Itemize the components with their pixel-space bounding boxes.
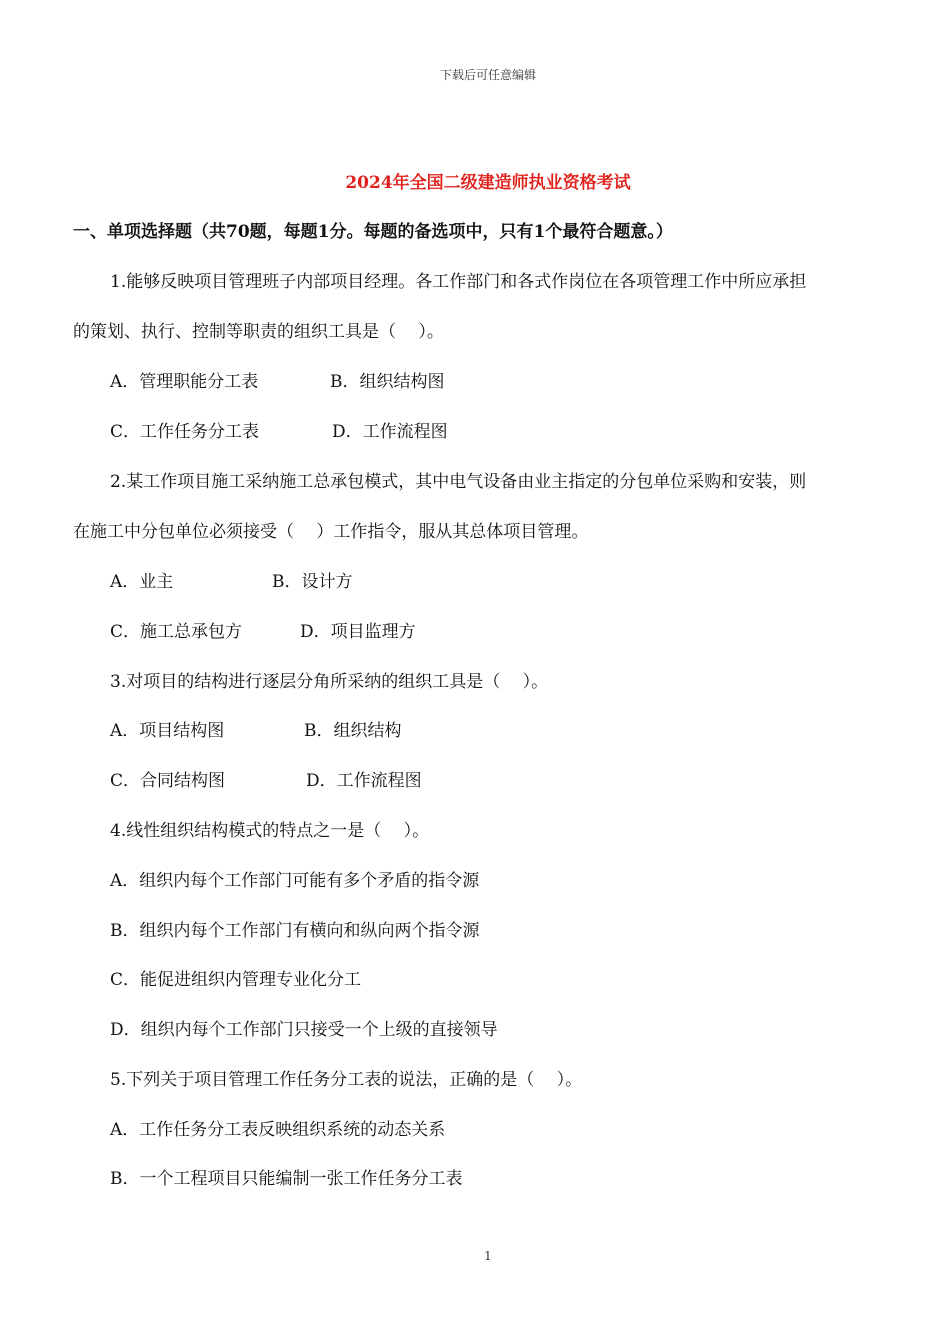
question-2-option-c: C．施工总承包方 bbox=[110, 622, 243, 642]
question-4-option-d: D．组织内每个工作部门只接受一个上级的直接领导 bbox=[110, 1020, 498, 1040]
question-4-option-b: B．组织内每个工作部门有横向和纵向两个指令源 bbox=[110, 921, 480, 941]
question-2-option-a: A．业主 bbox=[110, 572, 174, 592]
question-1-text: 1.能够反映项目管理班子内部项目经理。各工作部门和各式作岗位在各项管理工作中所应承担 bbox=[110, 272, 807, 292]
question-5-text: 5.下列关于项目管理工作任务分工表的说法，正确的是（ ）。 bbox=[110, 1070, 583, 1090]
question-2-text: 2.某工作项目施工采纳施工总承包模式，其中电气设备由业主指定的分包单位采购和安装，则 bbox=[110, 472, 807, 492]
question-1-option-b: B．组织结构图 bbox=[330, 372, 445, 392]
question-2-options-row1 bbox=[110, 567, 353, 592]
question-2-text-cont: 在施工中分包单位必须接受（ ）工作指令，服从其总体项目管理。 bbox=[73, 522, 589, 542]
question-2-options-row2 bbox=[110, 617, 416, 642]
question-2-option-d: D．项目监理方 bbox=[300, 622, 416, 642]
question-5-option-a: A．工作任务分工表反映组织系统的动态关系 bbox=[110, 1120, 446, 1140]
question-4-option-a: A．组织内每个工作部门可能有多个矛盾的指令源 bbox=[110, 871, 480, 891]
section-heading: 一、单项选择题（共70题，每题1分。每题的备选项中，只有1个最符合题意。） bbox=[73, 222, 673, 242]
question-3-options-row2 bbox=[110, 766, 422, 791]
question-5-option-b: B．一个工程项目只能编制一张工作任务分工表 bbox=[110, 1169, 463, 1189]
question-4-text: 4.线性组织结构模式的特点之一是（ ）。 bbox=[110, 821, 430, 841]
question-1-text-cont: 的策划、执行、控制等职责的组织工具是（ ）。 bbox=[73, 322, 444, 342]
question-1-option-a: A．管理职能分工表 bbox=[110, 372, 259, 392]
page-number: 1 bbox=[484, 1249, 492, 1263]
question-1-option-c: C．工作任务分工表 bbox=[110, 422, 260, 442]
page-header: 下载后可任意编辑 bbox=[439, 68, 536, 82]
question-3-option-a: A．项目结构图 bbox=[110, 721, 225, 741]
question-1-options-row2 bbox=[110, 417, 448, 442]
question-3-option-d: D．工作流程图 bbox=[306, 771, 422, 791]
question-3-option-c: C．合同结构图 bbox=[110, 771, 226, 791]
exam-title: 2024年全国二级建造师执业资格考试 bbox=[345, 173, 631, 193]
question-2-option-b: B．设计方 bbox=[272, 572, 353, 592]
question-1-options-row1 bbox=[110, 367, 445, 392]
question-1-option-d: D．工作流程图 bbox=[332, 422, 448, 442]
question-3-options-row1 bbox=[110, 716, 402, 741]
question-4-option-c: C．能促进组织内管理专业化分工 bbox=[110, 970, 362, 990]
question-3-option-b: B．组织结构 bbox=[304, 721, 402, 741]
question-3-text: 3.对项目的结构进行逐层分角所采纳的组织工具是（ ）。 bbox=[110, 672, 549, 692]
